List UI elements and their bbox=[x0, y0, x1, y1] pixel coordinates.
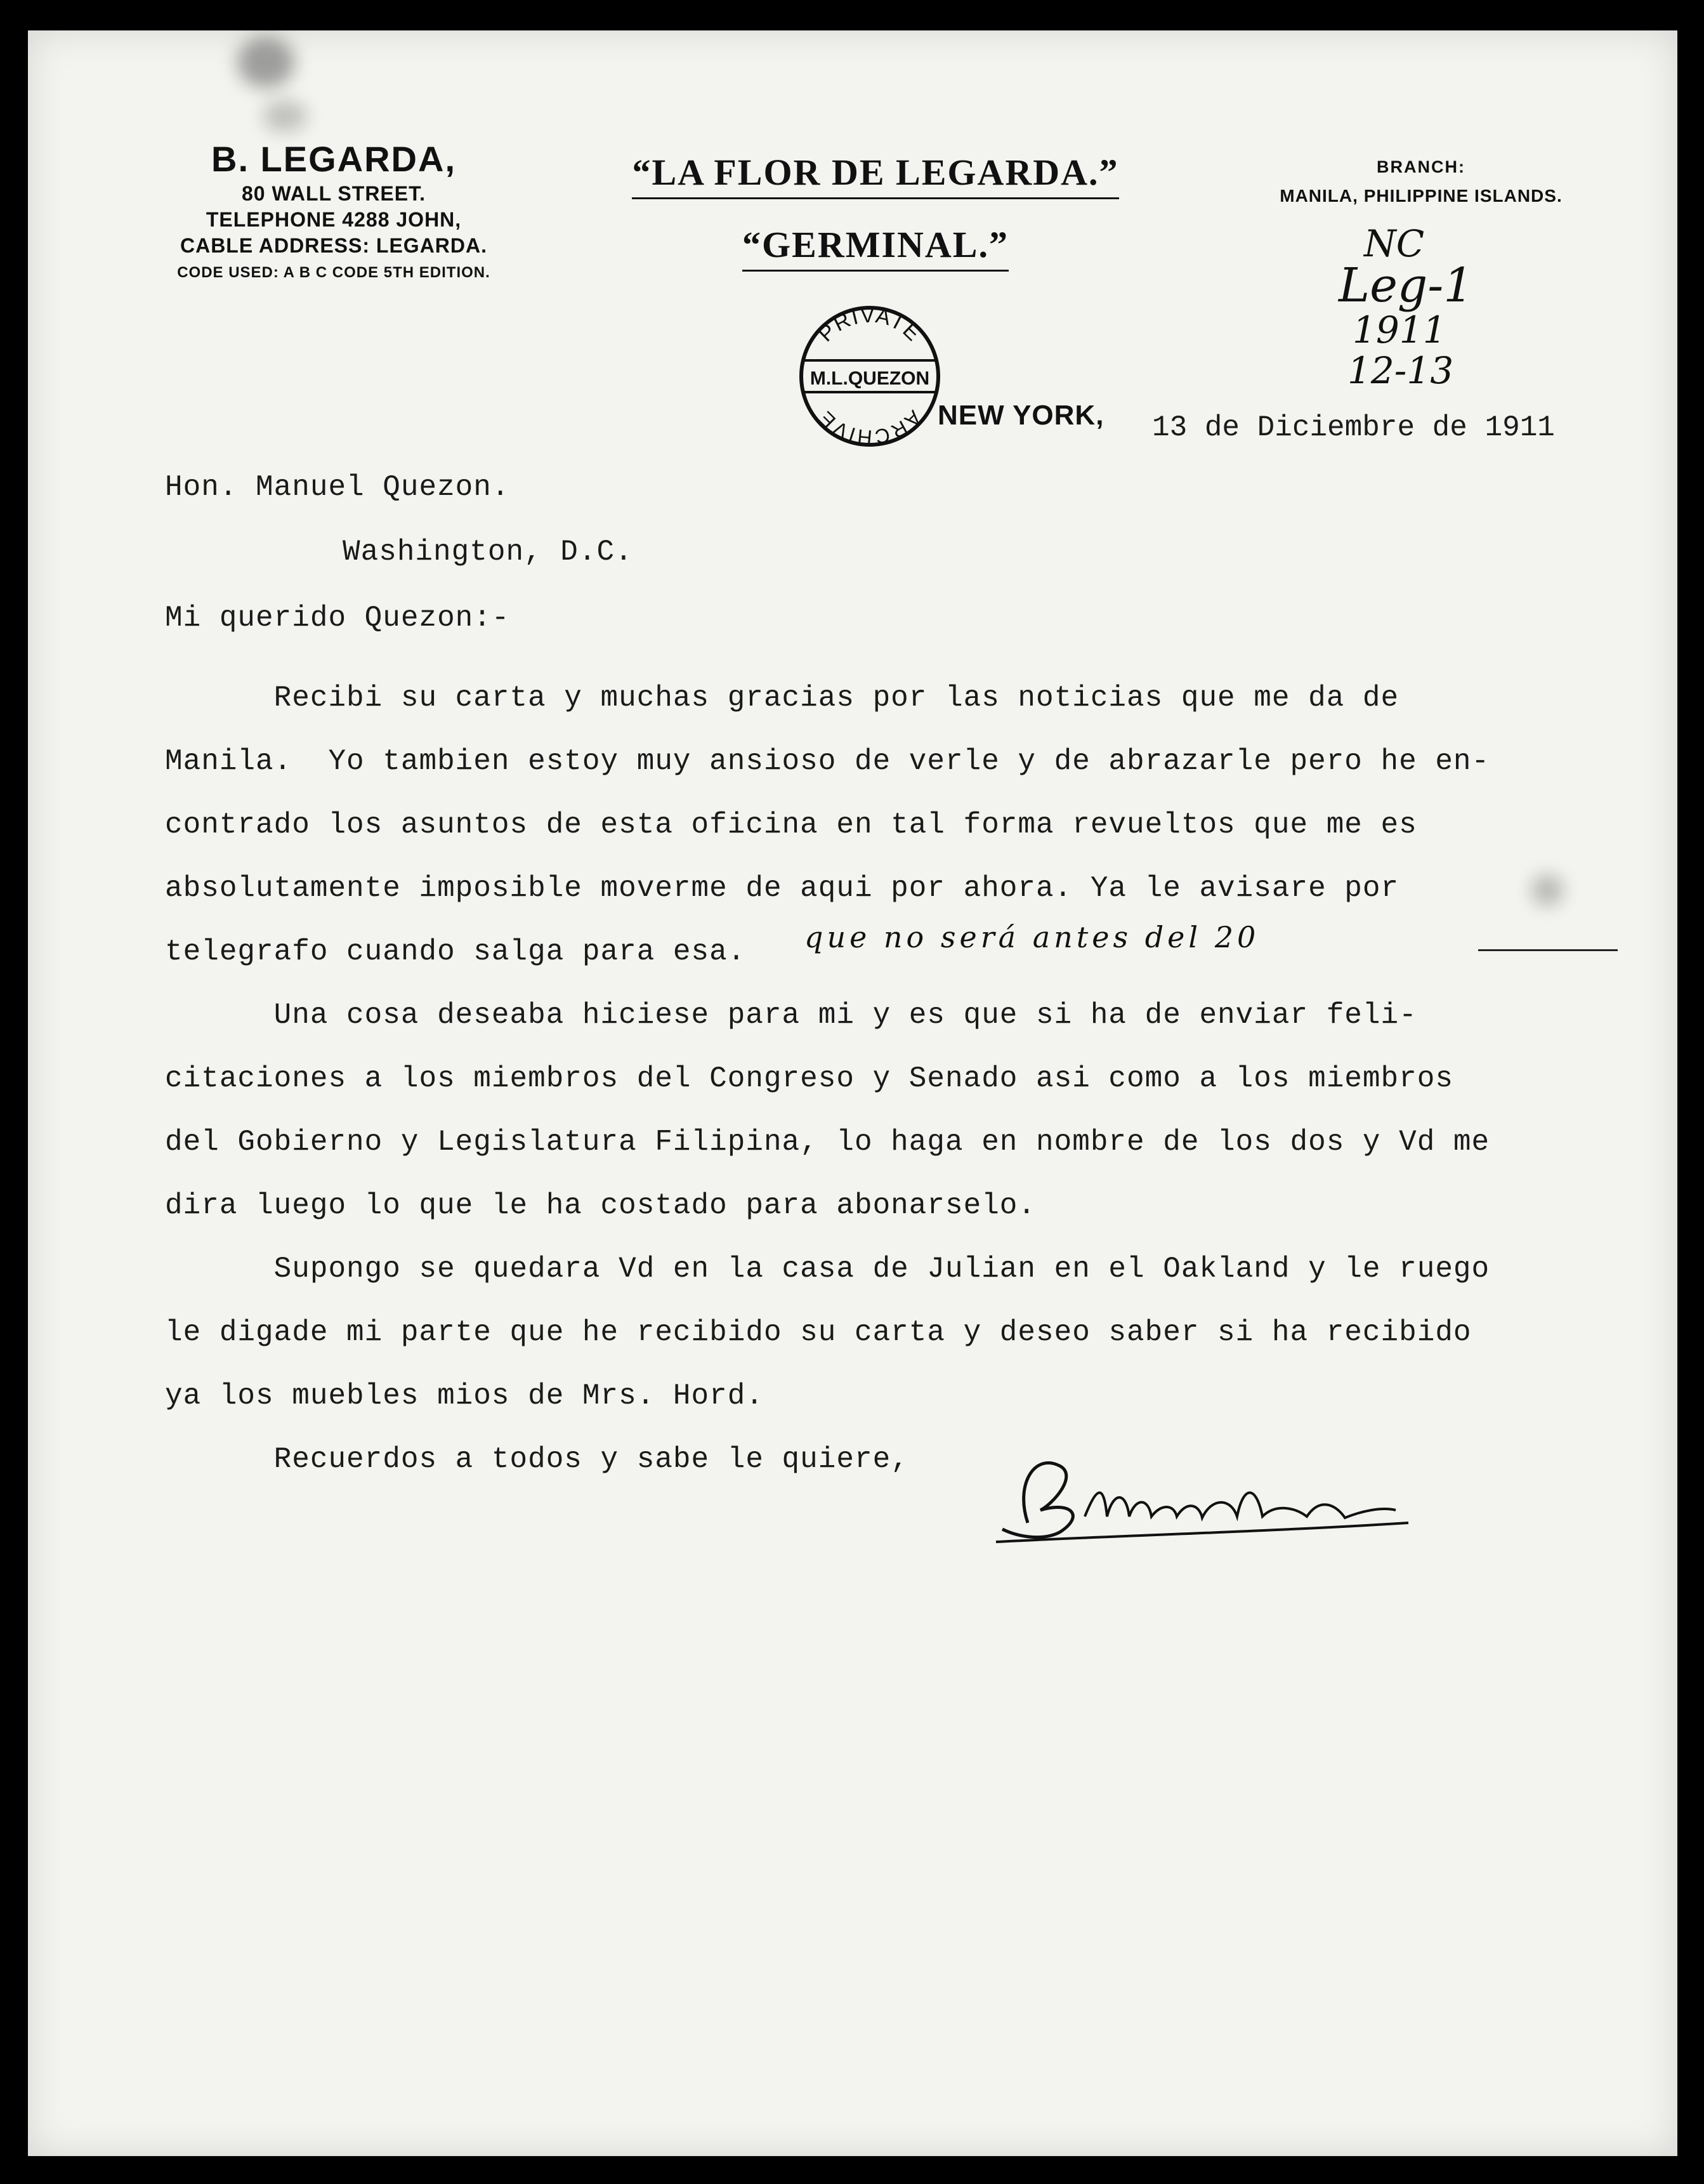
reference-line: NC bbox=[1364, 222, 1425, 265]
handwritten-reference bbox=[1320, 222, 1474, 392]
letter-body bbox=[165, 666, 1586, 1491]
body-line: Manila. Yo tambien estoy muy ansioso de verle y de abrazarle pero he en- bbox=[165, 745, 1490, 778]
body-line: del Gobierno y Legislatura Filipina, lo haga en nombre de los dos y Vd me bbox=[165, 1126, 1490, 1159]
stamp-center-text: M.L.QUEZON bbox=[809, 368, 930, 389]
body-line: telegrafo cuando salga para esa. bbox=[165, 935, 746, 968]
branch-label: BRANCH: bbox=[1377, 157, 1465, 176]
company-address: 80 WALL STREET. bbox=[241, 182, 426, 205]
reference-line: Leg-1 bbox=[1339, 258, 1474, 313]
company-telephone: TELEPHONE 4288 JOHN, bbox=[206, 208, 462, 231]
body-line: Una cosa deseaba hiciese para mi y es que si ha de enviar feli- bbox=[165, 999, 1417, 1032]
body-line: contrado los asuntos de esta oficina en tal forma revueltos que me es bbox=[165, 808, 1417, 841]
body-line: absolutamente imposible moverme de aqui por ahora. Ya le avisare por bbox=[165, 872, 1399, 905]
stamp-bottom-text: ARCHIVE bbox=[813, 406, 926, 449]
addressee-name: Hon. Manuel Quezon. bbox=[165, 471, 510, 504]
reference-line: 1911 bbox=[1353, 308, 1446, 352]
body-line: dira luego lo que le ha costado para abonarselo. bbox=[165, 1189, 1037, 1222]
signature-stroke bbox=[1002, 1463, 1073, 1537]
handwritten-insert: que no será antes del 20 bbox=[804, 920, 1260, 954]
closing-line: Recuerdos a todos y sabe le quiere, bbox=[165, 1443, 909, 1476]
ink-smudge bbox=[237, 37, 294, 88]
code-used: CODE USED: A B C CODE 5TH EDITION. bbox=[177, 264, 490, 281]
brand-secondary: “GERMINAL.” bbox=[742, 223, 1009, 272]
letterhead-left bbox=[112, 138, 556, 282]
signature-stroke bbox=[1085, 1493, 1396, 1518]
body-line: citaciones a los miembros del Congreso y Senado asi como a los miembros bbox=[165, 1062, 1453, 1095]
archive-stamp bbox=[797, 303, 943, 449]
letterhead-right bbox=[1243, 157, 1599, 206]
salutation: Mi querido Quezon:- bbox=[165, 602, 510, 635]
cable-address: CABLE ADDRESS: LEGARDA. bbox=[180, 234, 488, 257]
dateline-city: NEW YORK, bbox=[938, 400, 1104, 431]
letterhead-center bbox=[596, 151, 1155, 272]
body-line: ya los muebles mios de Mrs. Hord. bbox=[165, 1379, 764, 1412]
branch-location: MANILA, PHILIPPINE ISLANDS. bbox=[1280, 186, 1563, 206]
body-line: Supongo se quedara Vd en la casa de Julian en el Oakland y le ruego bbox=[165, 1253, 1490, 1286]
company-name: B. LEGARDA, bbox=[211, 139, 456, 179]
body-line: le digade mi parte que he recibido su carta y deseo saber si ha recibido bbox=[165, 1316, 1472, 1349]
dateline-date: 13 de Diciembre de 1911 bbox=[1152, 411, 1555, 444]
handwritten-underline bbox=[1478, 949, 1618, 951]
brand-primary: “LA FLOR DE LEGARDA.” bbox=[632, 151, 1118, 199]
addressee-city: Washington, D.C. bbox=[343, 536, 633, 569]
ink-smudge bbox=[263, 100, 307, 132]
reference-line: 12-13 bbox=[1347, 349, 1454, 392]
body-line: Recibi su carta y muchas gracias por las noticias que me da de bbox=[165, 681, 1399, 714]
signature bbox=[990, 1447, 1421, 1555]
stamp-top-text: PRIVATE bbox=[813, 303, 926, 346]
